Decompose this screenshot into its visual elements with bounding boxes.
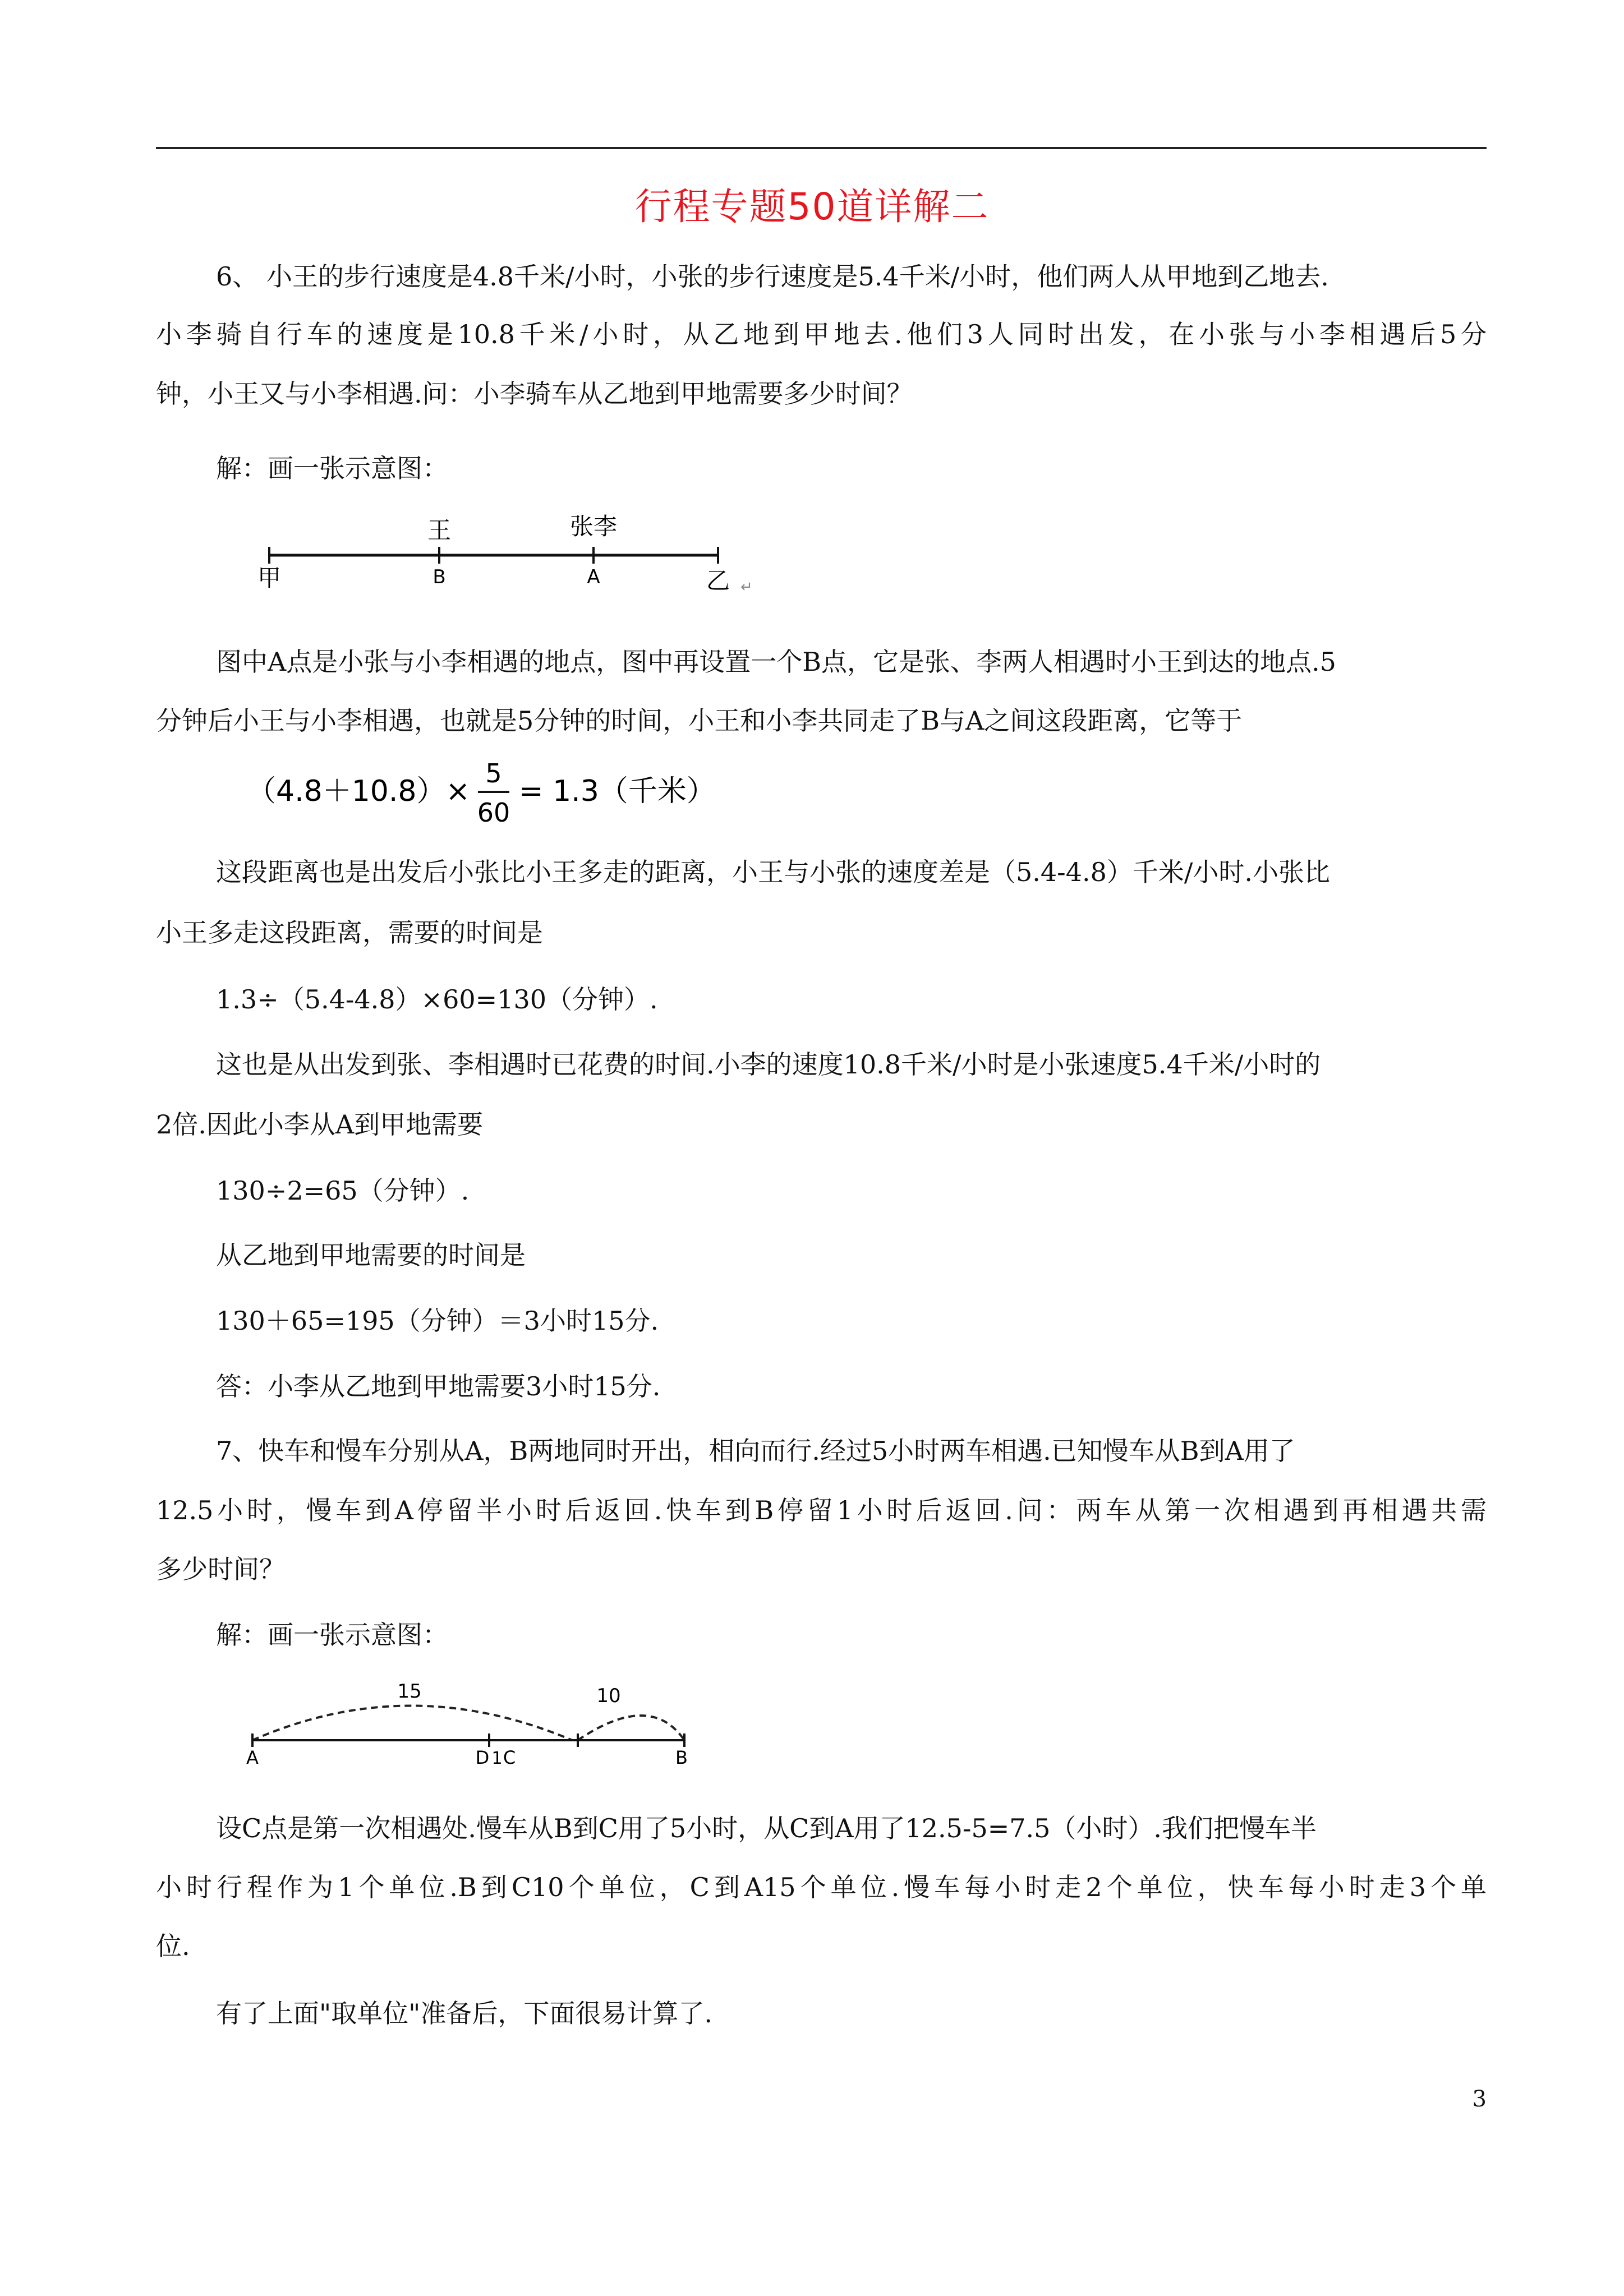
text-line: 这段距离也是出发后小张比小王多走的距离，小王与小张的速度差是（5.4-4.8）千米/小时.小张比 (216, 857, 1330, 887)
text-line: 6、 小王的步行速度是4.8千米/小时，小张的步行速度是5.4千米/小时，他们两人从甲地到乙地去. (216, 261, 1329, 292)
diagram-label-zhangli: 张李 (569, 513, 618, 540)
text-line: 分钟后小王与小李相遇，也就是5分钟的时间，小王和小李共同走了B与A之间这段距离，它等于 (156, 706, 1243, 736)
text-line: 小李骑自行车的速度是10.8千米/小时，从乙地到甲地去.他们3人同时出发，在小张与小李相遇后5分 (156, 319, 1487, 349)
text-line: 7、快车和慢车分别从A，B两地同时开出，相向而行.经过5小时两车相遇.已知慢车从B到A用了 (216, 1436, 1295, 1466)
diagram-label-yi: 乙 (706, 567, 730, 594)
page-title: 行程专题50道详解二 (634, 185, 990, 228)
text-line: 多少时间？ (156, 1554, 285, 1584)
text-line: 2倍.因此小李从A到甲地需要 (156, 1109, 484, 1140)
text-line: 解：画一张示意图： (216, 453, 448, 483)
text-line: 小王多走这段距离，需要的时间是 (156, 918, 543, 948)
diagram-2 (241, 1674, 724, 1769)
page-number: 3 (1472, 2086, 1487, 2112)
diagram2-gap-label: 1 (491, 1749, 503, 1768)
text-line: 130＋65=195（分钟）＝3小时15分. (216, 1306, 659, 1336)
text-line: 设C点是第一次相遇处.慢车从B到C用了5小时，从C到A用了12.5-5=7.5（小时）.我们把慢车半 (216, 1813, 1317, 1843)
diagram-1 (247, 508, 774, 603)
diagram-point-b: B (433, 566, 446, 588)
text-line: 钟，小王又与小李相遇.问：小李骑车从乙地到甲地需要多少时间？ (156, 379, 913, 409)
text-line: 12.5小时，慢车到A停留半小时后返回.快车到B停留1小时后返回.问：两车从第一次相遇到再相遇共需 (156, 1495, 1487, 1525)
text-line: 从乙地到甲地需要的时间是 (216, 1240, 526, 1270)
arc-label-10: 10 (596, 1685, 621, 1707)
formula-right: = 1.3（千米） (519, 774, 716, 808)
text-line: 解：画一张示意图： (216, 1620, 448, 1650)
formula (247, 751, 752, 836)
text-line: 有了上面"取单位"准备后，下面很易计算了. (216, 1998, 712, 2028)
text-line: 130÷2=65（分钟）. (216, 1175, 470, 1206)
return-mark-icon: ↵ (740, 579, 753, 596)
text-line: 1.3÷（5.4-4.8）×60=130（分钟）. (216, 984, 658, 1015)
diagram2-point-a: A (246, 1747, 259, 1768)
diagram2-point-c: C (503, 1747, 516, 1768)
text-line: 小时行程作为1个单位.B到C10个单位，C到A15个单位.慢车每小时走2个单位，快车每小时走3个单 (156, 1872, 1487, 1902)
diagram-label-wang: 王 (427, 517, 452, 544)
diagram-label-jia: 甲 (257, 564, 282, 592)
text-line: 图中A点是小张与小李相遇的地点，图中再设置一个B点，它是张、李两人相遇时小王到达的地点.5 (216, 647, 1336, 677)
formula-denominator: 60 (477, 797, 510, 828)
text-line: 这也是从出发到张、李相遇时已花费的时间.小李的速度10.8千米/小时是小张速度5.4千米/小时的 (216, 1049, 1321, 1080)
diagram-point-a: A (587, 566, 600, 588)
text-line: 答：小李从乙地到甲地需要3小时15分. (216, 1371, 661, 1401)
diagram2-point-d: D (475, 1747, 490, 1768)
arc-label-15: 15 (397, 1680, 422, 1703)
diagram2-point-b: B (675, 1747, 688, 1768)
formula-numerator: 5 (485, 758, 502, 789)
text-line: 位. (156, 1931, 190, 1961)
header-rule (156, 147, 1487, 149)
formula-left: （4.8＋10.8）× (247, 774, 471, 808)
